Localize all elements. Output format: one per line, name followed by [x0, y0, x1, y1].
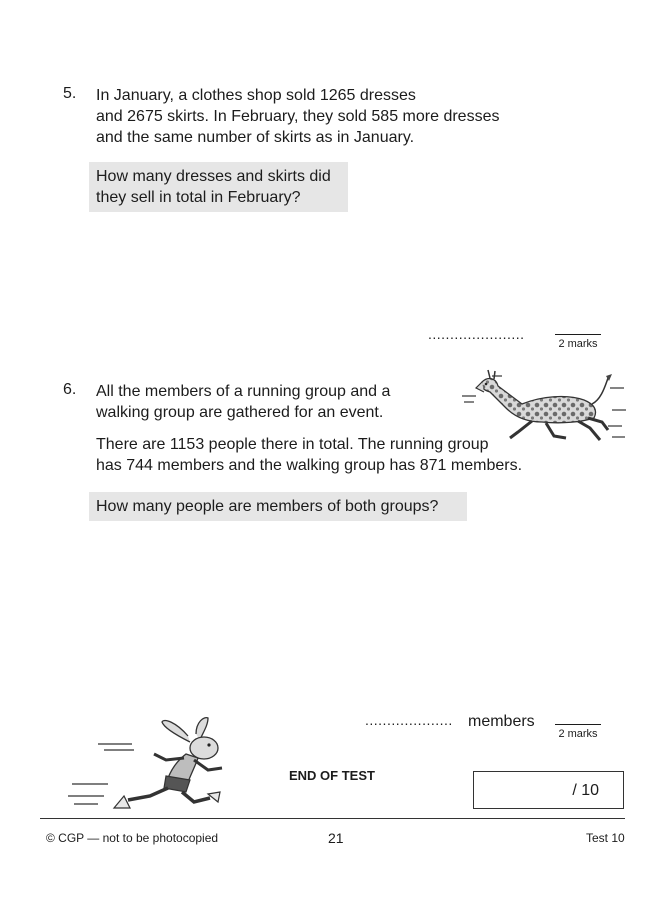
q5-marks-label: 2 marks	[558, 338, 598, 350]
q5-question-line-1: How many dresses and skirts did	[96, 168, 331, 185]
q6-answer-blank[interactable]: ....................	[365, 712, 453, 728]
q5-marks	[555, 334, 601, 350]
end-of-test-label: END OF TEST	[289, 768, 375, 783]
q5-line-1: In January, a clothes shop sold 1265 dresses	[96, 87, 416, 104]
q6-question: How many people are members of both groups?	[96, 498, 439, 515]
q6-text-2	[96, 434, 522, 476]
q6-number: 6.	[63, 381, 77, 398]
q6-marks-label: 2 marks	[558, 728, 598, 740]
q5-line-3: and the same number of skirts as in January.	[96, 129, 415, 146]
q6-line-3: There are 1153 people there in total. The running group	[96, 436, 489, 453]
page-number: 21	[328, 830, 344, 846]
q5-text	[96, 85, 499, 148]
q5-answer-blank[interactable]: ......................	[428, 326, 525, 342]
q6-marks	[555, 724, 601, 740]
q6-line-1: All the members of a running group and a	[96, 383, 391, 400]
q5-number: 5.	[63, 85, 77, 102]
q6-answer-unit: members	[468, 713, 535, 730]
score-box[interactable]	[473, 771, 624, 809]
q6-question-box	[89, 492, 467, 521]
q5-question-line-2: they sell in total in February?	[96, 189, 301, 206]
q5-line-2: and 2675 skirts. In February, they sold 585 more dresses	[96, 108, 500, 125]
score-total: / 10	[572, 782, 599, 799]
q6-line-2: walking group are gathered for an event.	[96, 404, 384, 421]
footer-rule	[40, 818, 625, 819]
q6-text	[96, 381, 390, 423]
running-rabbit-icon	[68, 716, 258, 816]
footer-copyright: © CGP — not to be photocopied	[46, 831, 219, 845]
q6-line-4: has 744 members and the walking group has 871 members.	[96, 457, 523, 474]
q5-question-box	[89, 162, 348, 212]
test-label: Test 10	[586, 831, 625, 845]
running-giraffe-icon	[462, 366, 627, 450]
